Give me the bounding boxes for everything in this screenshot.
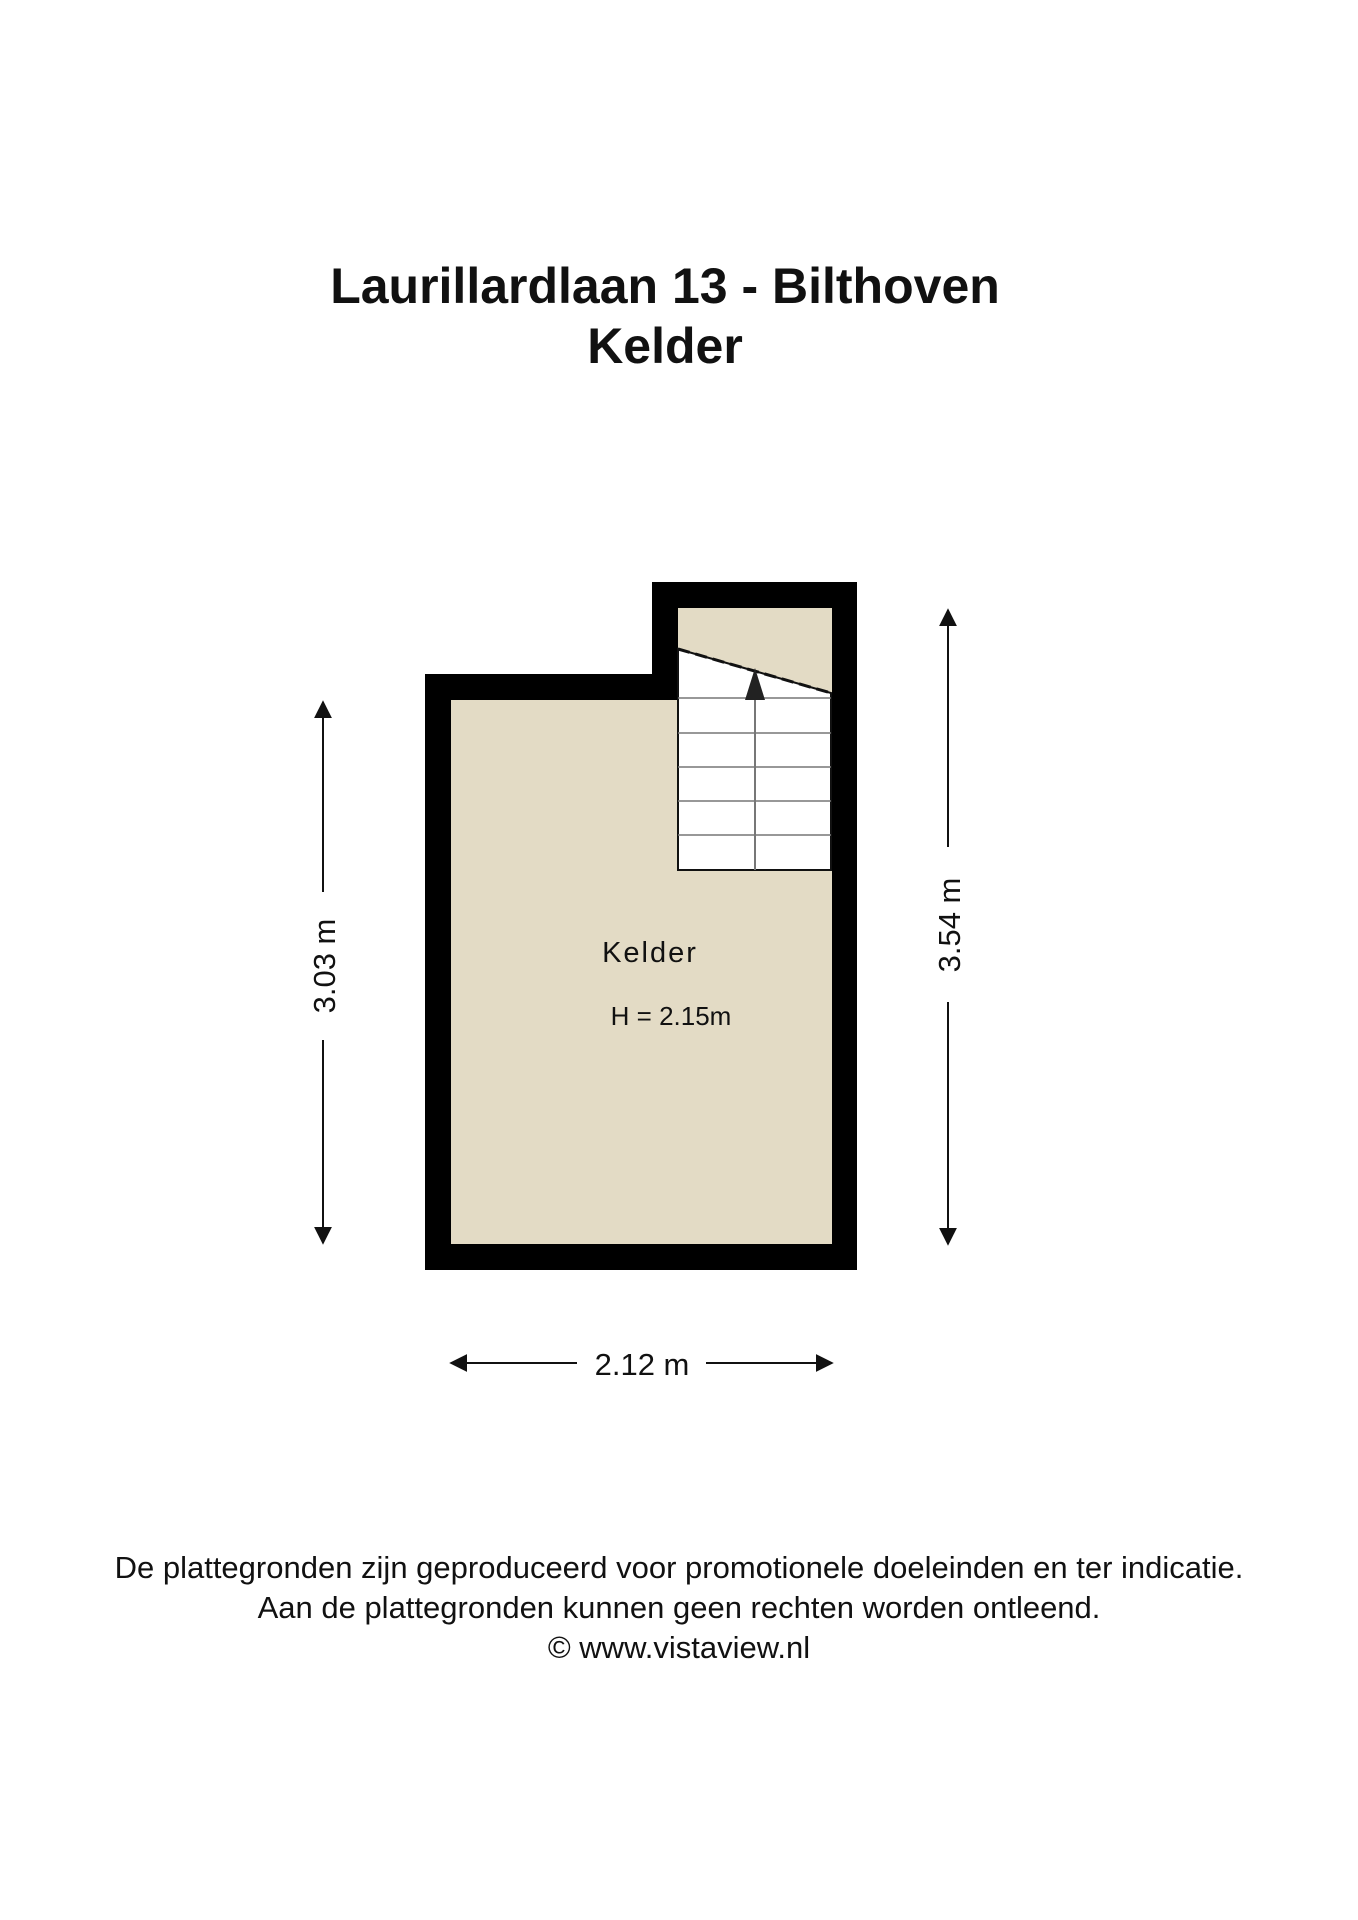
dimension-left xyxy=(307,702,342,1243)
floor-title: Kelder xyxy=(587,318,743,374)
dimension-bottom-label: 2.12 m xyxy=(594,1347,690,1382)
room-height: H = 2.15m xyxy=(610,1001,732,1031)
dimension-left-label: 3.03 m xyxy=(307,918,343,1014)
dimension-bottom xyxy=(451,1347,832,1382)
room-name: Kelder xyxy=(602,937,698,969)
disclaimer-line-1: De plattegronden zijn geproduceerd voor promotionele doeleinden en ter indicatie. xyxy=(114,1550,1244,1585)
copyright-link[interactable]: © www.vistaview.nl xyxy=(547,1630,811,1665)
dimension-right-label: 3.54 m xyxy=(932,877,968,973)
dimension-right xyxy=(932,610,967,1244)
disclaimer-line-2: Aan de plattegronden kunnen geen rechten worden ontleend. xyxy=(257,1590,1101,1625)
address-title: Laurillardlaan 13 - Bilthoven xyxy=(330,258,1000,314)
